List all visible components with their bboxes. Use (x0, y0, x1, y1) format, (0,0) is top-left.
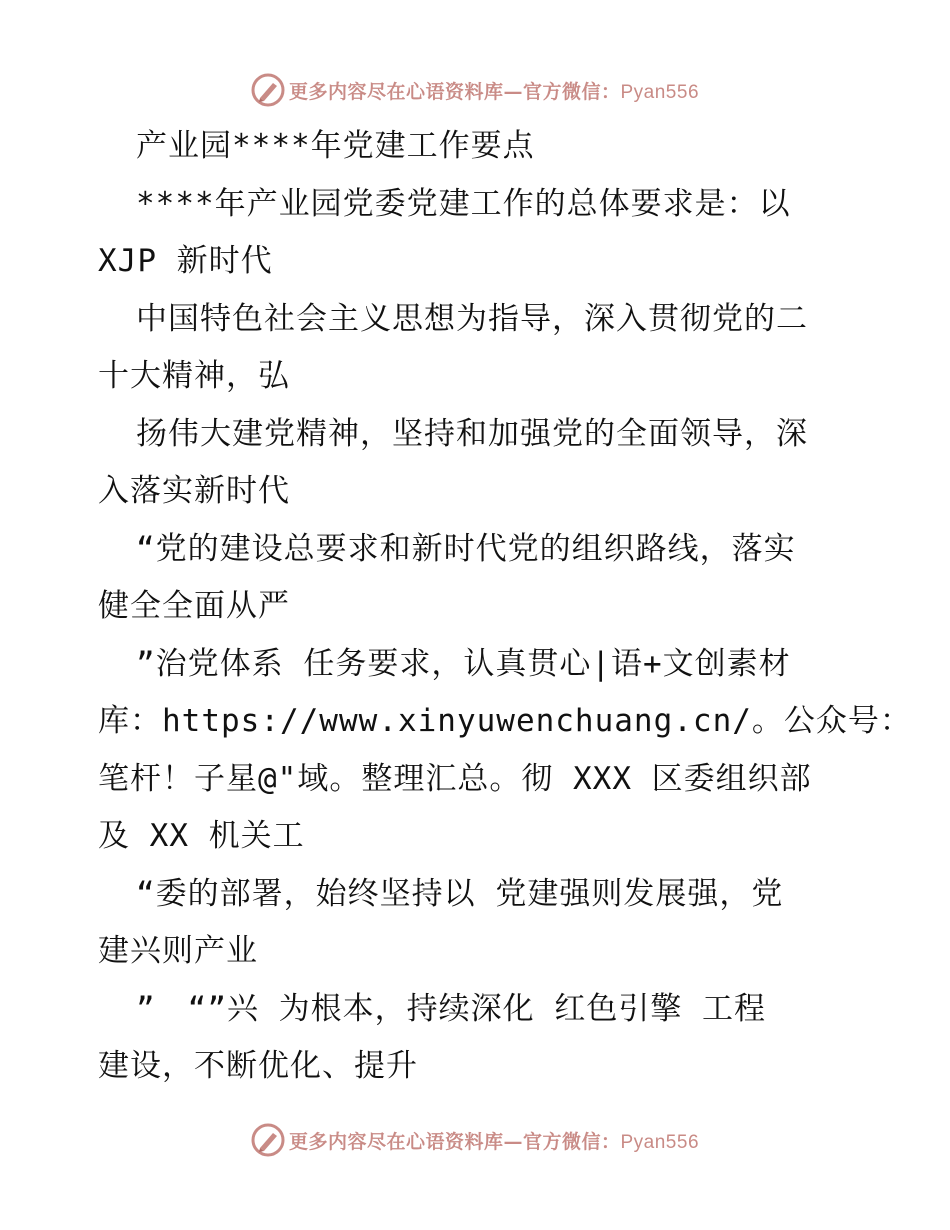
text-line: 入落实新时代 (98, 473, 290, 509)
text-line: 及 XX 机关工 (98, 818, 305, 854)
document-body (98, 118, 912, 1096)
watermark-text: 更多内容尽在心语资料库—官方微信：Pyan556 (288, 1130, 700, 1153)
text-line: 建设，不断优化、提升 (98, 1048, 418, 1084)
text-line: 健全全面从严 (98, 588, 290, 624)
text-line: 中国特色社会主义思想为指导，深入贯彻党的二 (136, 300, 808, 337)
text-line: “党的建设总要求和新时代党的组织路线，落实 (136, 530, 796, 567)
text-line: 库：https://www.xinyuwenchuang.cn/。公众号： (98, 703, 912, 739)
pen-logo-icon (251, 73, 285, 107)
text-line: ****年产业园党委党建工作的总体要求是：以 (136, 185, 791, 222)
text-line: 建兴则产业 (98, 933, 258, 969)
text-line: XJP 新时代 (98, 243, 273, 279)
watermark-text: 更多内容尽在心语资料库—官方微信：Pyan556 (288, 80, 700, 103)
pen-logo-icon (251, 1123, 285, 1157)
text-line: 笔杆！子星@"域。整理汇总。彻 XXX 区委组织部 (98, 760, 812, 797)
text-line: 十大精神，弘 (98, 358, 290, 394)
text-line: 产业园****年党建工作要点 (136, 128, 535, 164)
text-line: ”治党体系 任务要求，认真贯心|语+文创素材 (136, 645, 791, 682)
watermark-footer (0, 1120, 950, 1160)
text-line: 扬伟大建党精神，坚持和加强党的全面领导，深 (136, 415, 808, 452)
text-line: “委的部署，始终坚持以 党建强则发展强，党 (136, 875, 784, 912)
watermark-header (0, 70, 950, 110)
text-line: ” “”兴 为根本，持续深化 红色引擎 工程 (136, 990, 766, 1027)
